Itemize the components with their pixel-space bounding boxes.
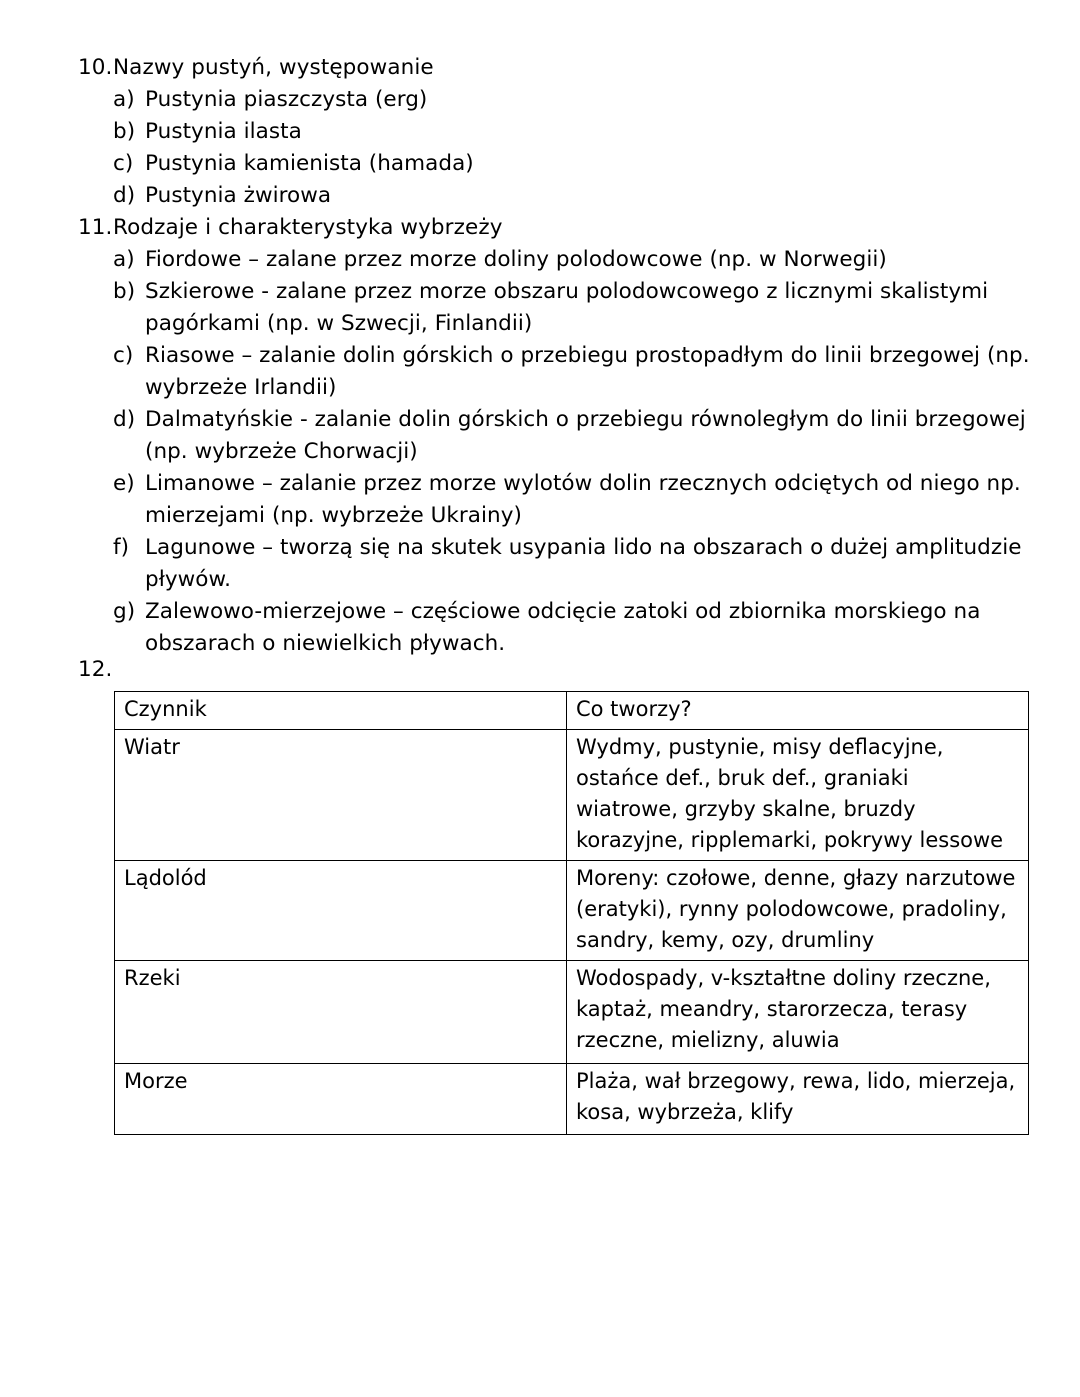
cell-line: kaptaż, meandry, starorzecza, terasy (576, 997, 968, 1021)
list-item-text-cont: (np. wybrzeże Chorwacji) (145, 439, 418, 464)
list-item-marker: g) (113, 599, 136, 624)
column-header-co-tworzy: Co tworzy? (567, 692, 1029, 730)
list-item-text-cont: obszarach o niewielkich pływach. (145, 631, 506, 656)
list-item (78, 84, 1038, 116)
cell-line: sandry, kemy, ozy, drumliny (576, 928, 875, 952)
list-item (78, 468, 1038, 532)
column-header-czynnik: Czynnik (115, 692, 567, 730)
list-item-text: Pustynia piaszczysta (erg) (145, 87, 428, 112)
list-item-marker: c) (113, 151, 134, 176)
list-item (78, 532, 1038, 596)
table-row (115, 961, 1029, 1064)
list-item-text: Riasowe – zalanie dolin górskich o przebiegu prostopadłym do linii brzegowej (np. (145, 343, 1030, 368)
list-item-text: Fiordowe – zalane przez morze doliny polodowcowe (np. w Norwegii) (145, 247, 887, 272)
list-item (78, 276, 1038, 340)
table-header-row (115, 692, 1029, 730)
list-item (78, 244, 1038, 276)
list-item-text-cont: wybrzeże Irlandii) (145, 375, 337, 400)
cell-line: Moreny: czołowe, denne, głazy narzutowe (576, 866, 1016, 890)
list-item-text-cont: pagórkami (np. w Szwecji, Finlandii) (145, 311, 533, 336)
list-item-marker: c) (113, 343, 134, 368)
list-item (78, 340, 1038, 404)
cell-factor: Rzeki (115, 961, 567, 1064)
cell-factor: Lądolód (115, 861, 567, 961)
cell-creates (567, 730, 1029, 861)
list-item (78, 596, 1038, 660)
list-item-text: Limanowe – zalanie przez morze wylotów dolin rzecznych odciętych od niego np. (145, 471, 1021, 496)
table-row (115, 1064, 1029, 1135)
list-item-marker: e) (113, 471, 135, 496)
list-item (78, 404, 1038, 468)
cell-creates (567, 861, 1029, 961)
section-12 (78, 654, 1038, 686)
table-row (115, 861, 1029, 961)
section-11-number: 11. (78, 215, 113, 240)
section-10-number: 10. (78, 55, 113, 80)
cell-line: korazyjne, ripplemarki, pokrywy lessowe (576, 828, 1004, 852)
cell-line: kosa, wybrzeża, klify (576, 1100, 794, 1124)
cell-line: (eratyki), rynny polodowcowe, pradoliny, (576, 897, 1007, 921)
table-row (115, 730, 1029, 861)
list-item-text: Pustynia kamienista (hamada) (145, 151, 474, 176)
list-item-text-cont: pływów. (145, 567, 232, 592)
cell-creates (567, 961, 1029, 1064)
list-item-text: Zalewowo-mierzejowe – częściowe odcięcie zatoki od zbiornika morskiego na (145, 599, 981, 624)
factors-table-wrapper (114, 691, 1028, 1135)
list-item-text: Dalmatyńskie - zalanie dolin górskich o przebiegu równoległym do linii brzegowej (145, 407, 1026, 432)
list-item-text: Lagunowe – tworzą się na skutek usypania lido na obszarach o dużej amplitudzie (145, 535, 1022, 560)
cell-line: rzeczne, mielizny, aluwia (576, 1028, 840, 1052)
list-item (78, 148, 1038, 180)
list-item-text-cont: mierzejami (np. wybrzeże Ukrainy) (145, 503, 522, 528)
section-12-number: 12. (78, 657, 113, 682)
section-10-heading (78, 52, 1038, 84)
list-item-marker: b) (113, 279, 136, 304)
section-10-title: Nazwy pustyń, występowanie (113, 55, 434, 80)
cell-line: Plaża, wał brzegowy, rewa, lido, mierzeja, (576, 1069, 1016, 1093)
list-item-marker: f) (113, 535, 130, 560)
cell-line: ostańce def., bruk def., graniaki (576, 766, 909, 790)
section-11-heading (78, 212, 1038, 244)
factors-table (114, 691, 1029, 1135)
section-11-title: Rodzaje i charakterystyka wybrzeży (113, 215, 503, 240)
section-10 (78, 52, 1038, 212)
list-item-marker: a) (113, 247, 135, 272)
cell-line: wiatrowe, grzyby skalne, bruzdy (576, 797, 916, 821)
list-item (78, 116, 1038, 148)
list-item-text: Pustynia ilasta (145, 119, 302, 144)
section-12-heading (78, 654, 1038, 686)
cell-factor: Wiatr (115, 730, 567, 861)
section-10-list (78, 84, 1038, 212)
cell-line: Wydmy, pustynie, misy deflacyjne, (576, 735, 944, 759)
cell-line: Wodospady, v-kształtne doliny rzeczne, (576, 966, 991, 990)
cell-creates (567, 1064, 1029, 1135)
list-item (78, 180, 1038, 212)
list-item-text: Pustynia żwirowa (145, 183, 332, 208)
list-item-marker: b) (113, 119, 136, 144)
list-item-marker: a) (113, 87, 135, 112)
section-11 (78, 212, 1038, 660)
list-item-marker: d) (113, 183, 136, 208)
cell-factor: Morze (115, 1064, 567, 1135)
list-item-marker: d) (113, 407, 136, 432)
list-item-text: Szkierowe - zalane przez morze obszaru polodowcowego z licznymi skalistymi (145, 279, 989, 304)
section-11-list (78, 244, 1038, 660)
